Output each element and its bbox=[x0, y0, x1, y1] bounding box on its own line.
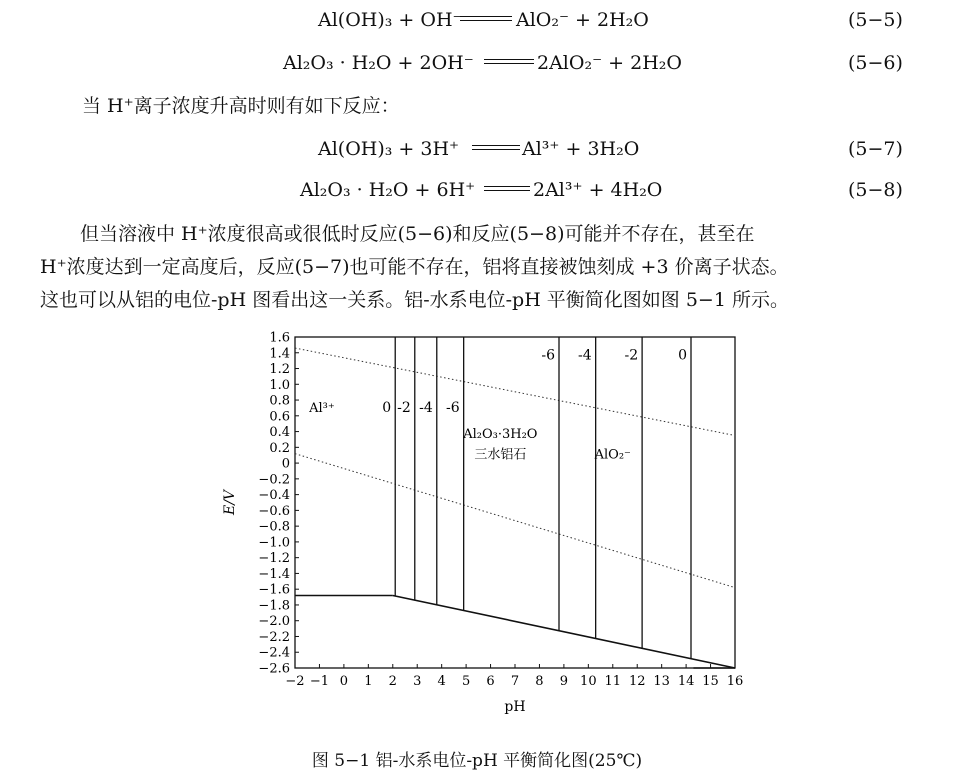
equation-5-6 bbox=[0, 49, 954, 79]
boundary-label: -6 bbox=[541, 347, 555, 364]
paragraph-line: 当 H⁺离子浓度升高时则有如下反应： bbox=[82, 95, 400, 117]
boundary-label: -4 bbox=[419, 400, 433, 417]
equation-lhs: Al₂O₃ · H₂O + 2OH⁻ bbox=[283, 52, 474, 74]
y-tick-label: 0 bbox=[281, 456, 290, 472]
equilibrium-sign bbox=[484, 59, 534, 65]
x-axis-label: pH bbox=[504, 699, 526, 715]
y-tick-label: −2.6 bbox=[258, 661, 290, 677]
potential-ph-diagram bbox=[200, 325, 760, 725]
equation-number: (5−7) bbox=[848, 138, 903, 160]
region-label: Al³⁺ bbox=[309, 401, 335, 417]
equation-5-5 bbox=[0, 6, 954, 36]
y-tick-label: −1.2 bbox=[258, 551, 290, 567]
y-tick-label: −1.8 bbox=[258, 598, 290, 614]
x-tick-label: 3 bbox=[413, 674, 422, 689]
y-tick-label: −1.6 bbox=[258, 582, 290, 598]
y-tick-label: 0.8 bbox=[269, 393, 290, 409]
boundary-label: -4 bbox=[578, 347, 592, 364]
water-stability-line bbox=[295, 348, 735, 435]
x-tick-label: 11 bbox=[604, 674, 622, 689]
equation-number: (5−6) bbox=[848, 52, 903, 74]
x-tick-label: 5 bbox=[461, 674, 471, 689]
x-tick-label: 9 bbox=[559, 674, 569, 689]
x-tick-label: 4 bbox=[437, 674, 446, 689]
y-tick-label: −1.4 bbox=[258, 566, 290, 582]
x-tick-label: −1 bbox=[309, 674, 330, 689]
equation-rhs: Al³⁺ + 3H₂O bbox=[522, 138, 640, 160]
paragraph-intro bbox=[82, 90, 954, 123]
y-tick-label: 0.2 bbox=[269, 440, 290, 456]
y-tick-label: −2.4 bbox=[258, 645, 290, 661]
y-tick-label: 1.6 bbox=[269, 330, 290, 346]
x-tick-label: 0 bbox=[339, 674, 349, 689]
paragraph-body bbox=[40, 218, 920, 317]
x-tick-label: 15 bbox=[702, 674, 719, 689]
boundary-label: 0 bbox=[678, 347, 687, 364]
y-tick-label: 0.4 bbox=[269, 425, 290, 441]
y-tick-label: −1.0 bbox=[258, 535, 290, 551]
y-tick-label: −0.2 bbox=[258, 472, 290, 488]
x-tick-label: 14 bbox=[677, 674, 695, 689]
equilibrium-sign bbox=[460, 16, 512, 22]
equation-rhs: 2AlO₂⁻ + 2H₂O bbox=[537, 52, 682, 74]
paragraph-line: 但当溶液中 H⁺浓度很高或很低时反应(5−6)和反应(5−8)可能并不存在，甚至在 bbox=[80, 223, 755, 245]
equation-rhs: 2Al³⁺ + 4H₂O bbox=[533, 179, 663, 201]
y-tick-label: 1.0 bbox=[269, 377, 290, 393]
x-tick-label: 16 bbox=[726, 674, 744, 689]
x-tick-label: 10 bbox=[580, 674, 597, 689]
equation-number: (5−8) bbox=[848, 179, 903, 201]
al-oxide-boundary bbox=[393, 595, 735, 668]
y-tick-label: −0.6 bbox=[258, 503, 290, 519]
x-tick-label: 6 bbox=[486, 674, 495, 689]
boundary-label: -2 bbox=[624, 347, 639, 364]
paragraph-line: H⁺浓度达到一定高度后，反应(5−7)也可能不存在，铝将直接被蚀刻成 +3 价离子状态。 bbox=[40, 256, 789, 278]
equation-number: (5−5) bbox=[848, 9, 903, 31]
region-label: AlO₂⁻ bbox=[594, 447, 631, 463]
y-axis-label: E/V bbox=[222, 489, 238, 516]
y-tick-label: 1.4 bbox=[269, 346, 290, 362]
water-stability-line bbox=[295, 454, 735, 588]
x-tick-label: 1 bbox=[364, 674, 373, 689]
region-label: 三水铝石 bbox=[474, 447, 527, 463]
boundary-label: 0 bbox=[382, 400, 392, 417]
boundary-label: -2 bbox=[397, 400, 411, 417]
x-tick-label: 7 bbox=[510, 674, 520, 689]
equation-rhs: AlO₂⁻ + 2H₂O bbox=[516, 9, 649, 31]
y-tick-label: −0.8 bbox=[258, 519, 290, 535]
y-tick-label: 1.2 bbox=[269, 362, 290, 378]
paragraph-line: 这也可以从铝的电位-pH 图看出这一关系。铝-水系电位-pH 平衡简化图如图 5−1 所示。 bbox=[40, 289, 789, 311]
figure-caption: 图 5−1 铝-水系电位-pH 平衡简化图(25℃) bbox=[311, 751, 643, 771]
region-label: Al₂O₃·3H₂O bbox=[463, 427, 538, 443]
equation-lhs: Al(OH)₃ + 3H⁺ bbox=[318, 138, 460, 160]
y-tick-label: −2.2 bbox=[258, 629, 290, 645]
equation-lhs: Al(OH)₃ + OH⁻ bbox=[318, 9, 463, 31]
boundary-label: -6 bbox=[446, 400, 460, 417]
y-tick-label: −0.4 bbox=[258, 488, 290, 504]
x-tick-label: 8 bbox=[535, 674, 544, 689]
x-tick-label: 2 bbox=[388, 674, 397, 689]
equilibrium-sign bbox=[484, 186, 530, 192]
y-tick-label: −2.0 bbox=[258, 614, 290, 630]
x-tick-label: 12 bbox=[628, 674, 646, 689]
equation-5-8 bbox=[0, 176, 954, 206]
x-tick-label: 13 bbox=[653, 674, 670, 689]
equation-lhs: Al₂O₃ · H₂O + 6H⁺ bbox=[300, 179, 476, 201]
y-tick-label: 0.6 bbox=[269, 409, 290, 425]
equilibrium-sign bbox=[472, 145, 520, 151]
equation-5-7 bbox=[0, 135, 954, 165]
plot-frame bbox=[295, 337, 735, 668]
x-tick-label: −2 bbox=[285, 674, 305, 689]
